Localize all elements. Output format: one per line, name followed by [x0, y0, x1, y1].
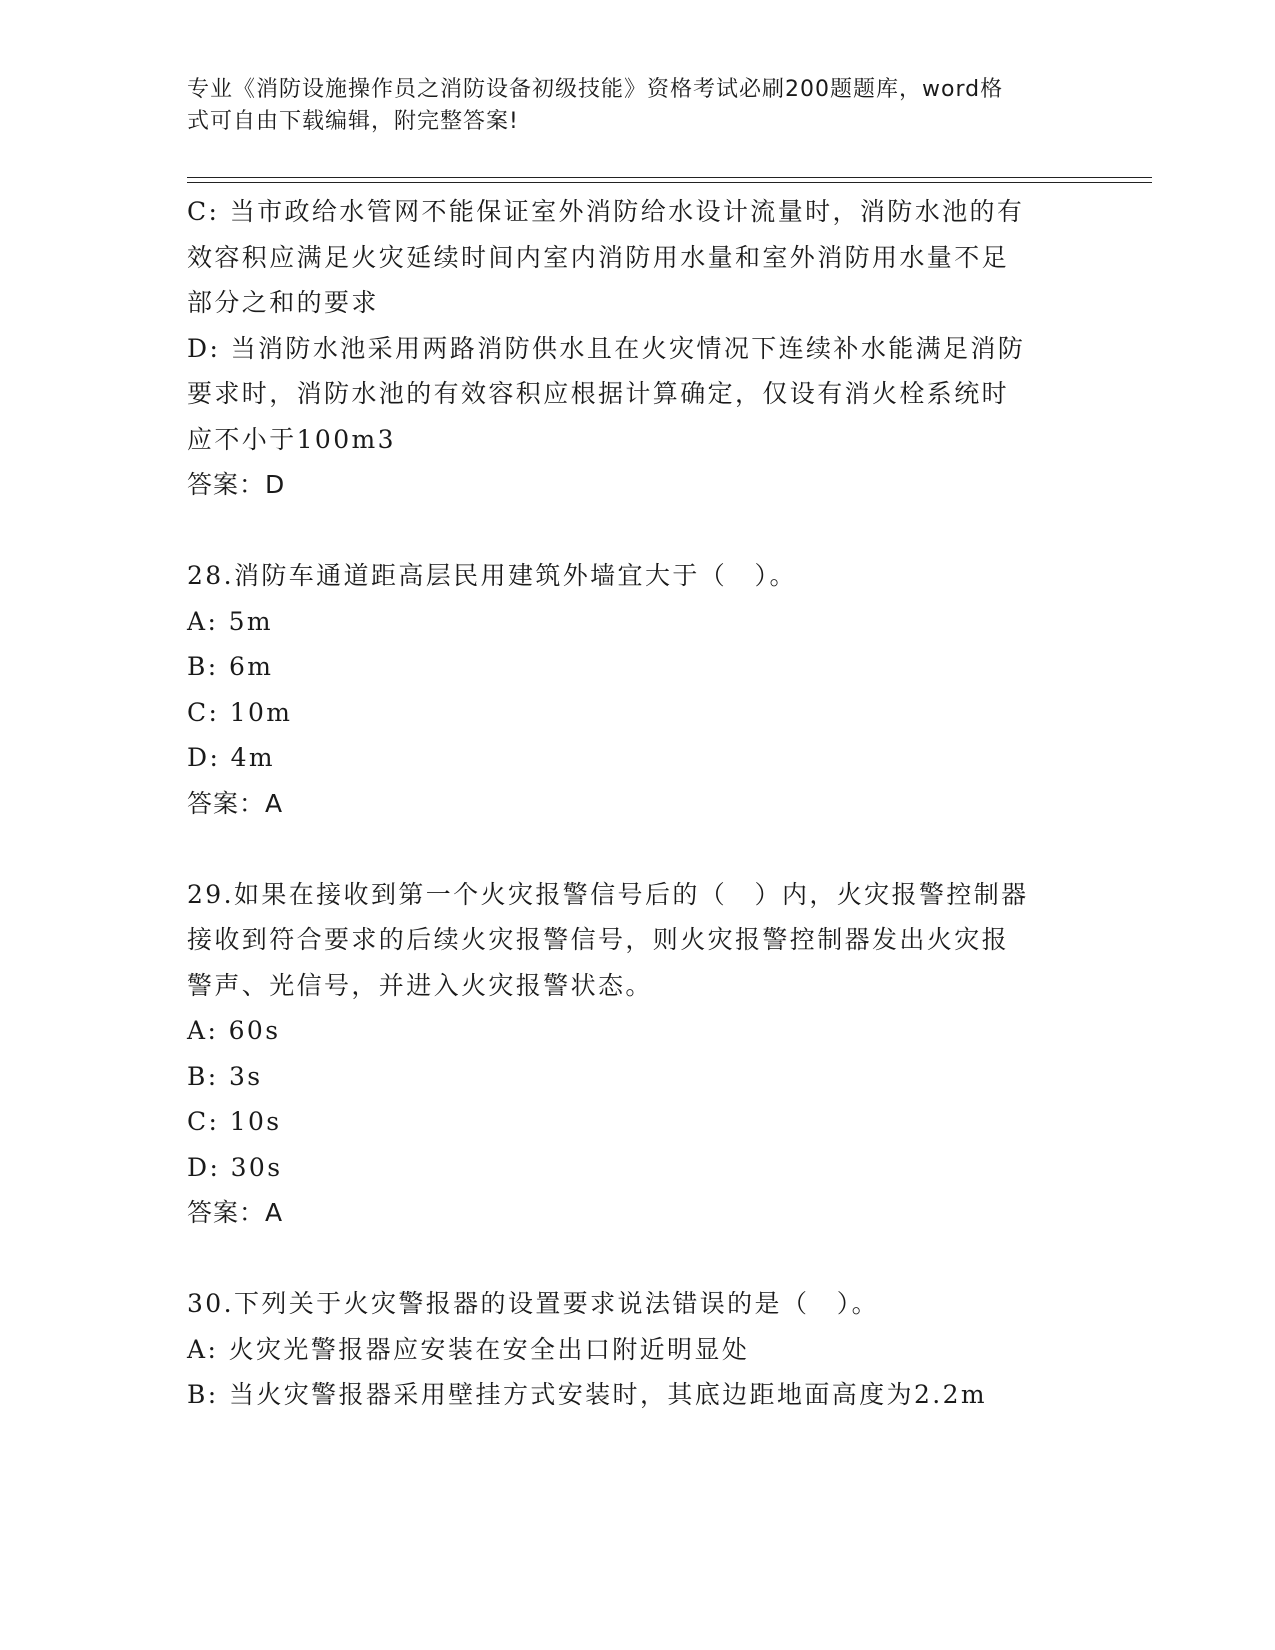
option-d: D: 4m: [187, 743, 276, 772]
question-stem: 29.如果在接收到第一个火灾报警信号后的（ ）内，火灾报警控制器: [187, 879, 1029, 909]
spacer: [187, 508, 1087, 554]
option-b: B: 3s: [187, 1061, 263, 1091]
question-28: [187, 553, 1087, 826]
question-27-continuation: [187, 189, 1087, 508]
header-line: 专业《消防设施操作员之消防设备初级技能》资格考试必刷200题题库，word格: [187, 77, 1004, 102]
question-stem: 接收到符合要求的后续火灾报警信号，则火灾报警控制器发出火灾报: [187, 925, 1010, 954]
option-c: C: 10s: [187, 1107, 282, 1136]
option-d-line: 应不小于100m3: [187, 424, 396, 454]
spacer: [187, 1236, 1087, 1282]
option-c-line: C: 当市政给水管网不能保证室外消防给水设计流量时，消防水池的有: [187, 197, 1025, 226]
document-header: [187, 74, 1067, 138]
spacer: [187, 826, 1087, 872]
answer-text: 答案：A: [187, 1198, 284, 1227]
option-a: A: 火灾光警报器应安装在安全出口附近明显处: [187, 1334, 750, 1364]
option-b: B: 当火灾警报器采用壁挂方式安装时，其底边距地面高度为2.2m: [187, 1380, 988, 1409]
header-divider: [187, 182, 1152, 183]
option-c-line: 部分之和的要求: [187, 288, 379, 317]
option-d-line: 要求时，消防水池的有效容积应根据计算确定，仅设有消火栓系统时: [187, 379, 1010, 408]
option-a: A: 5m: [187, 606, 274, 636]
header-line: 式可自由下载编辑，附完整答案!: [187, 109, 519, 134]
answer-text: 答案：D: [187, 470, 286, 499]
option-d-line: D: 当消防水池采用两路消防供水且在火灾情况下连续补水能满足消防: [187, 333, 1026, 363]
question-stem: 30.下列关于火灾警报器的设置要求说法错误的是（ ）。: [187, 1289, 880, 1318]
question-list: [187, 189, 1087, 1418]
option-c-line: 效容积应满足火灾延续时间内室内消防用水量和室外消防用水量不足: [187, 242, 1010, 272]
answer-text: 答案：A: [187, 788, 284, 818]
question-stem: 警声、光信号，并进入火灾报警状态。: [187, 970, 653, 1000]
question-stem: 28.消防车通道距高层民用建筑外墙宜大于（ ）。: [187, 561, 797, 590]
option-b: B: 6m: [187, 652, 274, 681]
question-30: [187, 1281, 1087, 1418]
header-divider: [187, 177, 1152, 178]
option-a: A: 60s: [187, 1016, 281, 1045]
option-c: C: 10m: [187, 697, 293, 727]
question-29: [187, 872, 1087, 1236]
option-d: D: 30s: [187, 1152, 283, 1182]
